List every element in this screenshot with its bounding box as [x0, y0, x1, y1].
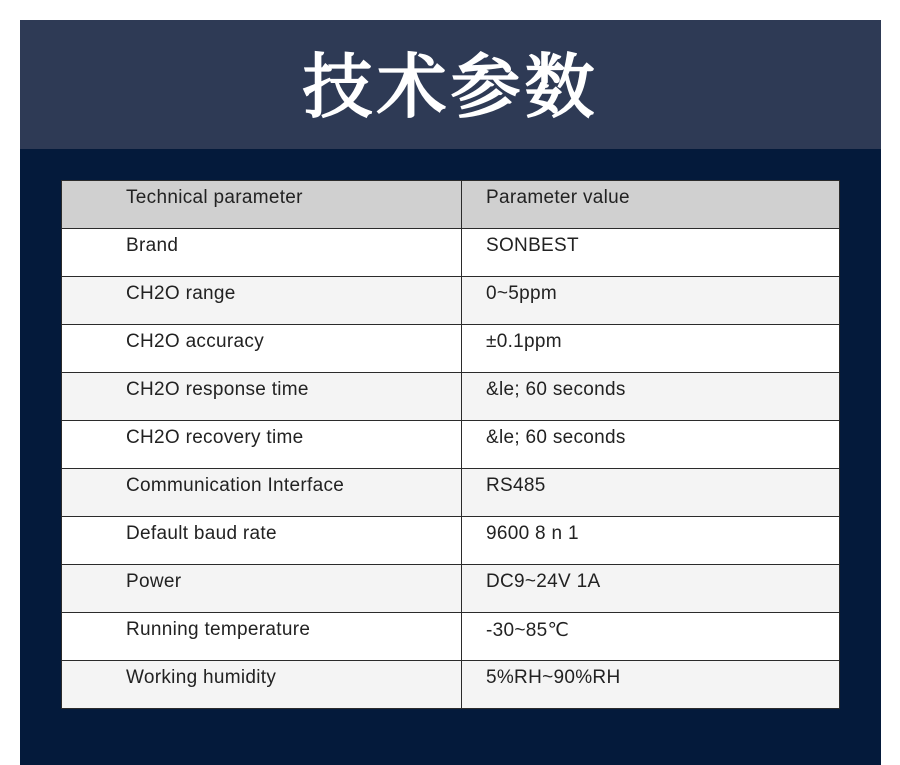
table-row	[62, 277, 840, 325]
parameter-value-cell: &le; 60 seconds	[462, 373, 840, 421]
parameter-value-cell: -30~85℃	[462, 613, 840, 661]
parameter-name-cell: CH2O range	[62, 277, 462, 325]
parameter-name-cell: CH2O accuracy	[62, 325, 462, 373]
page-title: 技术参数	[302, 45, 599, 128]
table-row	[62, 565, 840, 613]
parameter-name-cell: Default baud rate	[62, 517, 462, 565]
spec-card	[20, 20, 881, 765]
parameter-name-cell: Communication Interface	[62, 469, 462, 517]
parameter-value-cell: 9600 8 n 1	[462, 517, 840, 565]
header-banner	[20, 20, 881, 149]
table-row	[62, 373, 840, 421]
parameter-name-cell: Running temperature	[62, 613, 462, 661]
column-header-parameter: Technical parameter	[62, 181, 462, 229]
parameter-value-cell: 5%RH~90%RH	[462, 661, 840, 709]
parameter-name-cell: CH2O response time	[62, 373, 462, 421]
parameter-name-cell: CH2O recovery time	[62, 421, 462, 469]
table-row	[62, 229, 840, 277]
table-header-row	[62, 181, 840, 229]
parameter-value-cell: SONBEST	[462, 229, 840, 277]
table-row	[62, 469, 840, 517]
table-row	[62, 517, 840, 565]
parameter-value-cell: RS485	[462, 469, 840, 517]
parameter-value-cell: DC9~24V 1A	[462, 565, 840, 613]
parameter-value-cell: &le; 60 seconds	[462, 421, 840, 469]
table-row	[62, 421, 840, 469]
table-row	[62, 613, 840, 661]
spec-table	[61, 180, 840, 709]
parameter-value-cell: ±0.1ppm	[462, 325, 840, 373]
parameter-value-cell: 0~5ppm	[462, 277, 840, 325]
parameter-name-cell: Brand	[62, 229, 462, 277]
table-row	[62, 325, 840, 373]
parameter-name-cell: Power	[62, 565, 462, 613]
table-row	[62, 661, 840, 709]
column-header-value: Parameter value	[462, 181, 840, 229]
parameter-name-cell: Working humidity	[62, 661, 462, 709]
